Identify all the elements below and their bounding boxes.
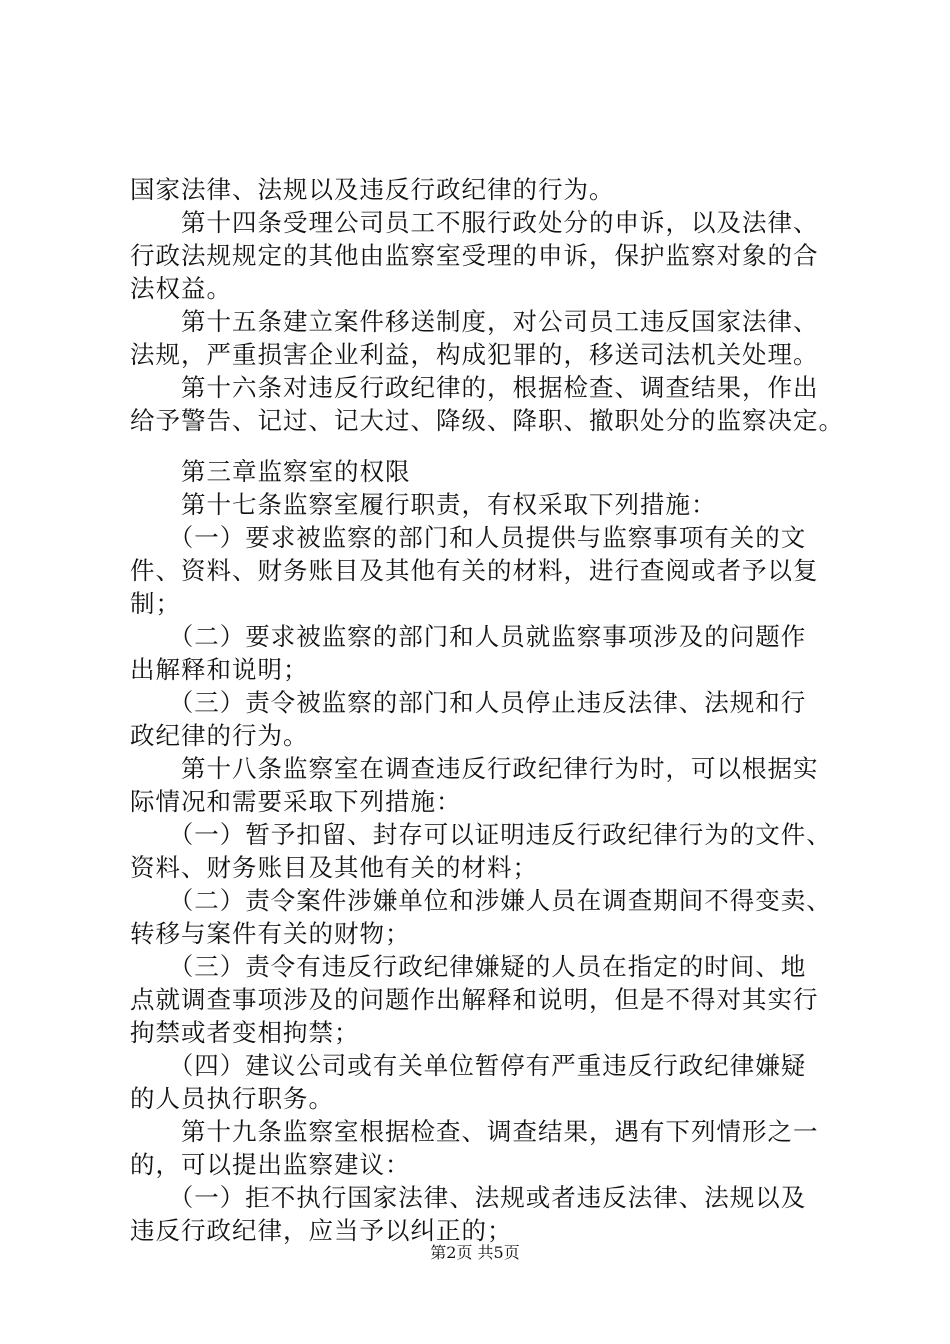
page-footer: 第2页 共5页	[430, 1243, 520, 1262]
text-line: 国家法律、法规以及违反行政纪律的行为。	[130, 175, 615, 204]
text-line: 资料、财务账目及其他有关的材料；	[130, 853, 538, 882]
text-line: 转移与案件有关的财物；	[130, 919, 411, 948]
text-line: （二）责令案件涉嫌单位和涉嫌人员在调查期间不得变卖、	[130, 886, 832, 915]
text-line: 的，可以提出监察建议：	[130, 1150, 411, 1179]
text-line: 拘禁或者变相拘禁；	[130, 1018, 360, 1047]
text-line: 给予警告、记过、记大过、降级、降职、撤职处分的监察决定。	[130, 406, 844, 435]
text-line: 第十七条监察室履行职责，有权采取下列措施：	[130, 490, 717, 519]
text-line: （三）责令被监察的部门和人员停止违反法律、法规和行	[130, 688, 807, 717]
text-line: 点就调查事项涉及的问题作出解释和说明，但是不得对其实行	[130, 985, 819, 1014]
chapter-heading: 第三章监察室的权限	[130, 457, 411, 486]
text-line: （四）建议公司或有关单位暂停有严重违反行政纪律嫌疑	[130, 1051, 807, 1080]
text-line: 第十四条受理公司员工不服行政处分的申诉，以及法律、	[130, 208, 819, 237]
text-line: 的人员执行职务。	[130, 1084, 334, 1113]
text-line: （一）暂予扣留、封存可以证明违反行政纪律行为的文件、	[130, 820, 832, 849]
text-line: 第十九条监察室根据检查、调查结果，遇有下列情形之一	[130, 1117, 819, 1146]
text-line: 法权益。	[130, 274, 232, 303]
text-line: 件、资料、财务账目及其他有关的材料，进行查阅或者予以复	[130, 556, 819, 585]
text-line: 第十八条监察室在调查违反行政纪律行为时，可以根据实	[130, 754, 819, 783]
text-line: 政纪律的行为。	[130, 721, 309, 750]
text-line: （一）拒不执行国家法律、法规或者违反法律、法规以及	[130, 1183, 807, 1212]
text-line: 法规，严重损害企业利益，构成犯罪的，移送司法机关处理。	[130, 340, 819, 369]
text-line: 第十六条对违反行政纪律的，根据检查、调查结果，作出	[130, 373, 819, 402]
text-line: 际情况和需要采取下列措施：	[130, 787, 462, 816]
text-line: （二）要求被监察的部门和人员就监察事项涉及的问题作	[130, 622, 807, 651]
text-line: 违反行政纪律，应当予以纠正的；	[130, 1216, 513, 1245]
text-line: 行政法规规定的其他由监察室受理的申诉，保护监察对象的合	[130, 241, 819, 270]
text-line: 出解释和说明；	[130, 655, 309, 684]
text-line: 制；	[130, 589, 181, 618]
text-line: 第十五条建立案件移送制度，对公司员工违反国家法律、	[130, 307, 819, 336]
text-line: （三）责令有违反行政纪律嫌疑的人员在指定的时间、地	[130, 952, 807, 981]
text-line: （一）要求被监察的部门和人员提供与监察事项有关的文	[130, 523, 807, 552]
